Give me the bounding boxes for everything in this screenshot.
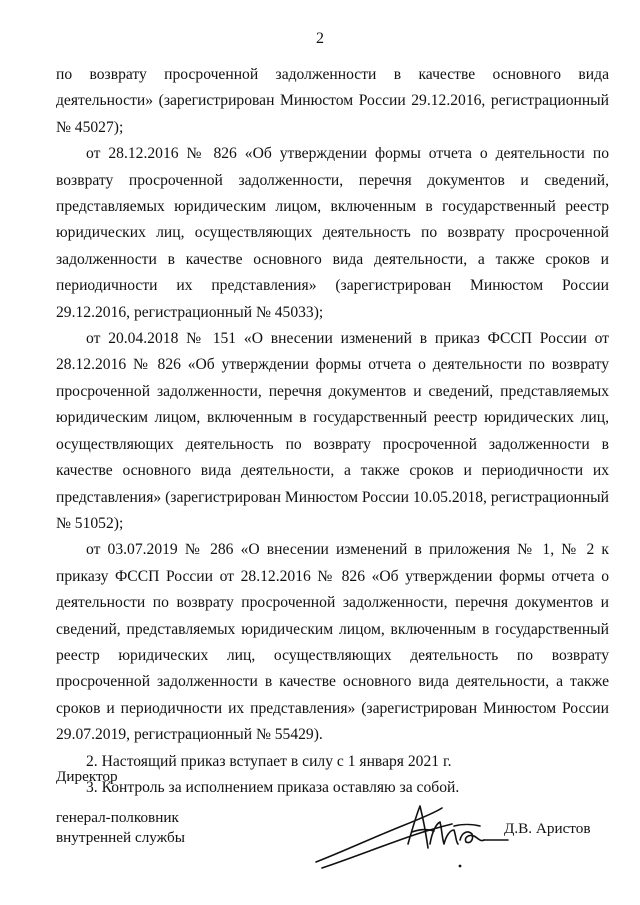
signatory-name: Д.В. Аристов [504, 820, 591, 837]
paragraph-control: 3. Контроль за исполнением приказа оставляю за собой. [86, 778, 460, 796]
paragraph-order-826: от 28.12.2016 № 826 «Об утверждении формы отчета о деятельности по возврату просроченной задолженности, перечня документов и сведений, представляемых юридическим лицом, включенным в государственный реестр юридических лиц, осуществляющих деятельность по возврату просроченной задолженности в качестве основного вида деятельности, а также сроков и периодичности их представления» (зарегистрирован Минюстом России 29.12.2016, регистрационный № 45033); [56, 145, 609, 321]
signatory-rank-line2: внутренней службы [56, 829, 185, 846]
signatory-rank-line1: генерал-полковник [56, 809, 179, 826]
document-body [56, 62, 609, 801]
paragraph-continuation: по возврату просроченной задолженности в качестве основного вида деятельности» (зарегистрирован Минюстом России 29.12.2016, регистрационный № 45027); [56, 66, 609, 136]
handwritten-signature [312, 796, 512, 876]
paragraph-effective-date: 2. Настоящий приказ вступает в силу с 1 января 2021 г. [86, 752, 452, 770]
signatory-title: Директор [56, 768, 118, 785]
page-number: 2 [316, 30, 324, 47]
signatory-rank [56, 808, 185, 848]
paragraph-order-286: от 03.07.2019 № 286 «О внесении изменений в приложения № 1, № 2 к приказу ФССП России от 28.12.2016 № 826 «Об утверждении формы отчета о деятельности по возврату просроченной задолженности, перечня документов и сведений, представляемых юридическим лицом, включенным в государственный реестр юридических лиц, осуществляющих деятельность по возврату просроченной задолженности в качестве основного вида деятельности, а также сроков и периодичности их представления» (зарегистрирован Минюстом России 29.07.2019, регистрационный № 55429). [56, 541, 609, 744]
paragraph-order-151: от 20.04.2018 № 151 «О внесении изменений в приказ ФССП России от 28.12.2016 № 826 «Об утверждении формы отчета о деятельности по возврату просроченной задолженности, перечня документов и сведений, представляемых юридическим лицом, включенным в государственный реестр юридических лиц, осуществляющих деятельность по возврату просроченной задолженности в качестве основного вида деятельности, а также сроков и периодичности их представления» (зарегистрирован Минюстом России 10.05.2018, регистрационный № 51052); [56, 330, 609, 532]
